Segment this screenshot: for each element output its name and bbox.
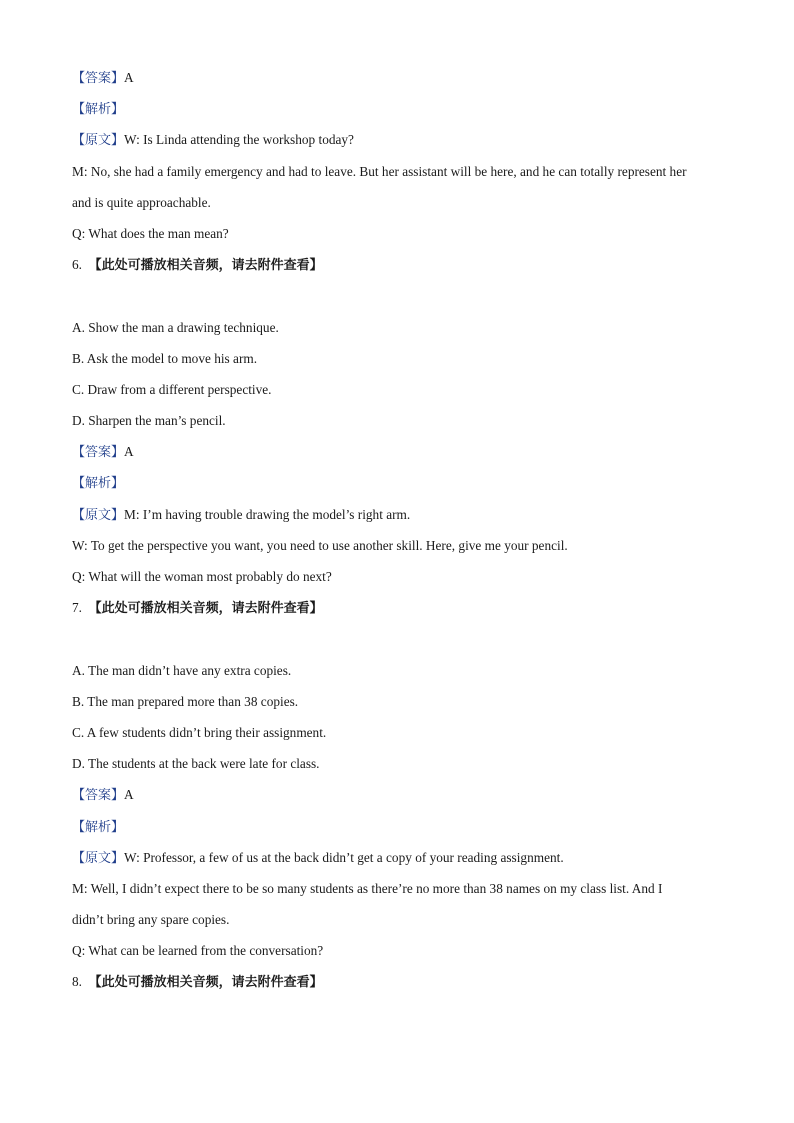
audio-placeholder-link[interactable]: 【此处可播放相关音频，请去附件查看】 [88, 975, 323, 991]
script-text: W: Professor, a few of us at the back didn’t get a copy of your reading assignment. [124, 849, 564, 865]
answer-value: A [124, 787, 134, 803]
analysis-tag: 【解析】 [72, 476, 125, 492]
q5-question-line [72, 218, 732, 249]
question-text: Q: What will the woman most probably do next? [72, 569, 332, 584]
q6-header [72, 249, 732, 280]
audio-placeholder-link[interactable]: 【此处可播放相关音频，请去附件查看】 [88, 258, 323, 274]
question-number: 6. [72, 257, 82, 273]
q6-option-c [72, 374, 732, 405]
script-text: W: To get the perspective you want, you need to use another skill. Here, give me your pencil. [72, 537, 568, 553]
option-text: B. The man prepared more than 38 copies. [72, 693, 299, 709]
script-text: didn’t bring any spare copies. [72, 912, 230, 928]
audio-placeholder-link[interactable]: 【此处可播放相关音频，请去附件查看】 [88, 601, 323, 617]
q6-option-a [72, 312, 732, 343]
q6-option-b [72, 343, 732, 374]
answer-tag: 【答案】 [72, 788, 125, 804]
q6-analysis-line [72, 467, 732, 498]
q7-option-b [72, 686, 732, 717]
q7-question-line [72, 935, 732, 966]
q7-header [72, 592, 732, 623]
answer-value: A [124, 444, 134, 460]
q8-header [72, 966, 732, 997]
answer-value: A [124, 70, 134, 85]
option-text: A. The man didn’t have any extra copies. [72, 662, 292, 678]
script-text: and is quite approachable. [72, 194, 211, 210]
option-text: D. Sharpen the man’s pencil. [72, 413, 226, 429]
question-text: Q: What does the man mean? [72, 225, 229, 241]
q6-script-line-2 [72, 530, 732, 561]
question-number: 8. [72, 974, 82, 990]
answer-tag: 【答案】 [72, 71, 125, 86]
option-text: C. A few students didn’t bring their assignment. [72, 724, 327, 740]
q7-analysis-line [72, 811, 732, 842]
script-tag: 【原文】 [72, 850, 125, 866]
document-page [72, 62, 732, 998]
q7-answer-line [72, 779, 732, 810]
q6-answer-line [72, 436, 732, 467]
script-tag: 【原文】 [72, 133, 125, 149]
q6-question-line [72, 561, 732, 592]
answer-tag: 【答案】 [72, 445, 125, 461]
analysis-tag: 【解析】 [72, 102, 125, 118]
script-tag: 【原文】 [72, 507, 125, 523]
option-text: D. The students at the back were late for class. [72, 756, 320, 772]
q5-script-line-2 [72, 156, 732, 187]
option-text: C. Draw from a different perspective. [72, 381, 272, 397]
script-text: M: I’m having trouble drawing the model’s right arm. [124, 506, 411, 522]
spacer [72, 280, 732, 311]
option-text: B. Ask the model to move his arm. [72, 350, 258, 366]
q7-script-line-1 [72, 842, 732, 873]
q6-script-line-1 [72, 499, 732, 530]
q5-script-line-1 [72, 124, 732, 155]
q7-option-d [72, 748, 732, 779]
spacer [72, 623, 732, 654]
q5-answer-line [72, 62, 732, 93]
script-text: W: Is Linda attending the workshop today? [124, 132, 354, 148]
q7-option-c [72, 717, 732, 748]
q7-script-line-2 [72, 873, 732, 904]
script-text: M: No, she had a family emergency and had to leave. But her assistant will be here, and he can totally represent her [72, 163, 687, 179]
analysis-tag: 【解析】 [72, 819, 125, 835]
q5-analysis-line [72, 93, 732, 124]
q5-script-line-3 [72, 187, 732, 218]
question-text: Q: What can be learned from the conversation? [72, 943, 324, 959]
option-text: A. Show the man a drawing technique. [72, 319, 279, 335]
script-text: M: Well, I didn’t expect there to be so many students as there’re no more than 38 names on my class list. And I [72, 880, 663, 896]
q7-script-line-3 [72, 904, 732, 935]
q6-option-d [72, 405, 732, 436]
q7-option-a [72, 655, 732, 686]
question-number: 7. [72, 600, 82, 616]
